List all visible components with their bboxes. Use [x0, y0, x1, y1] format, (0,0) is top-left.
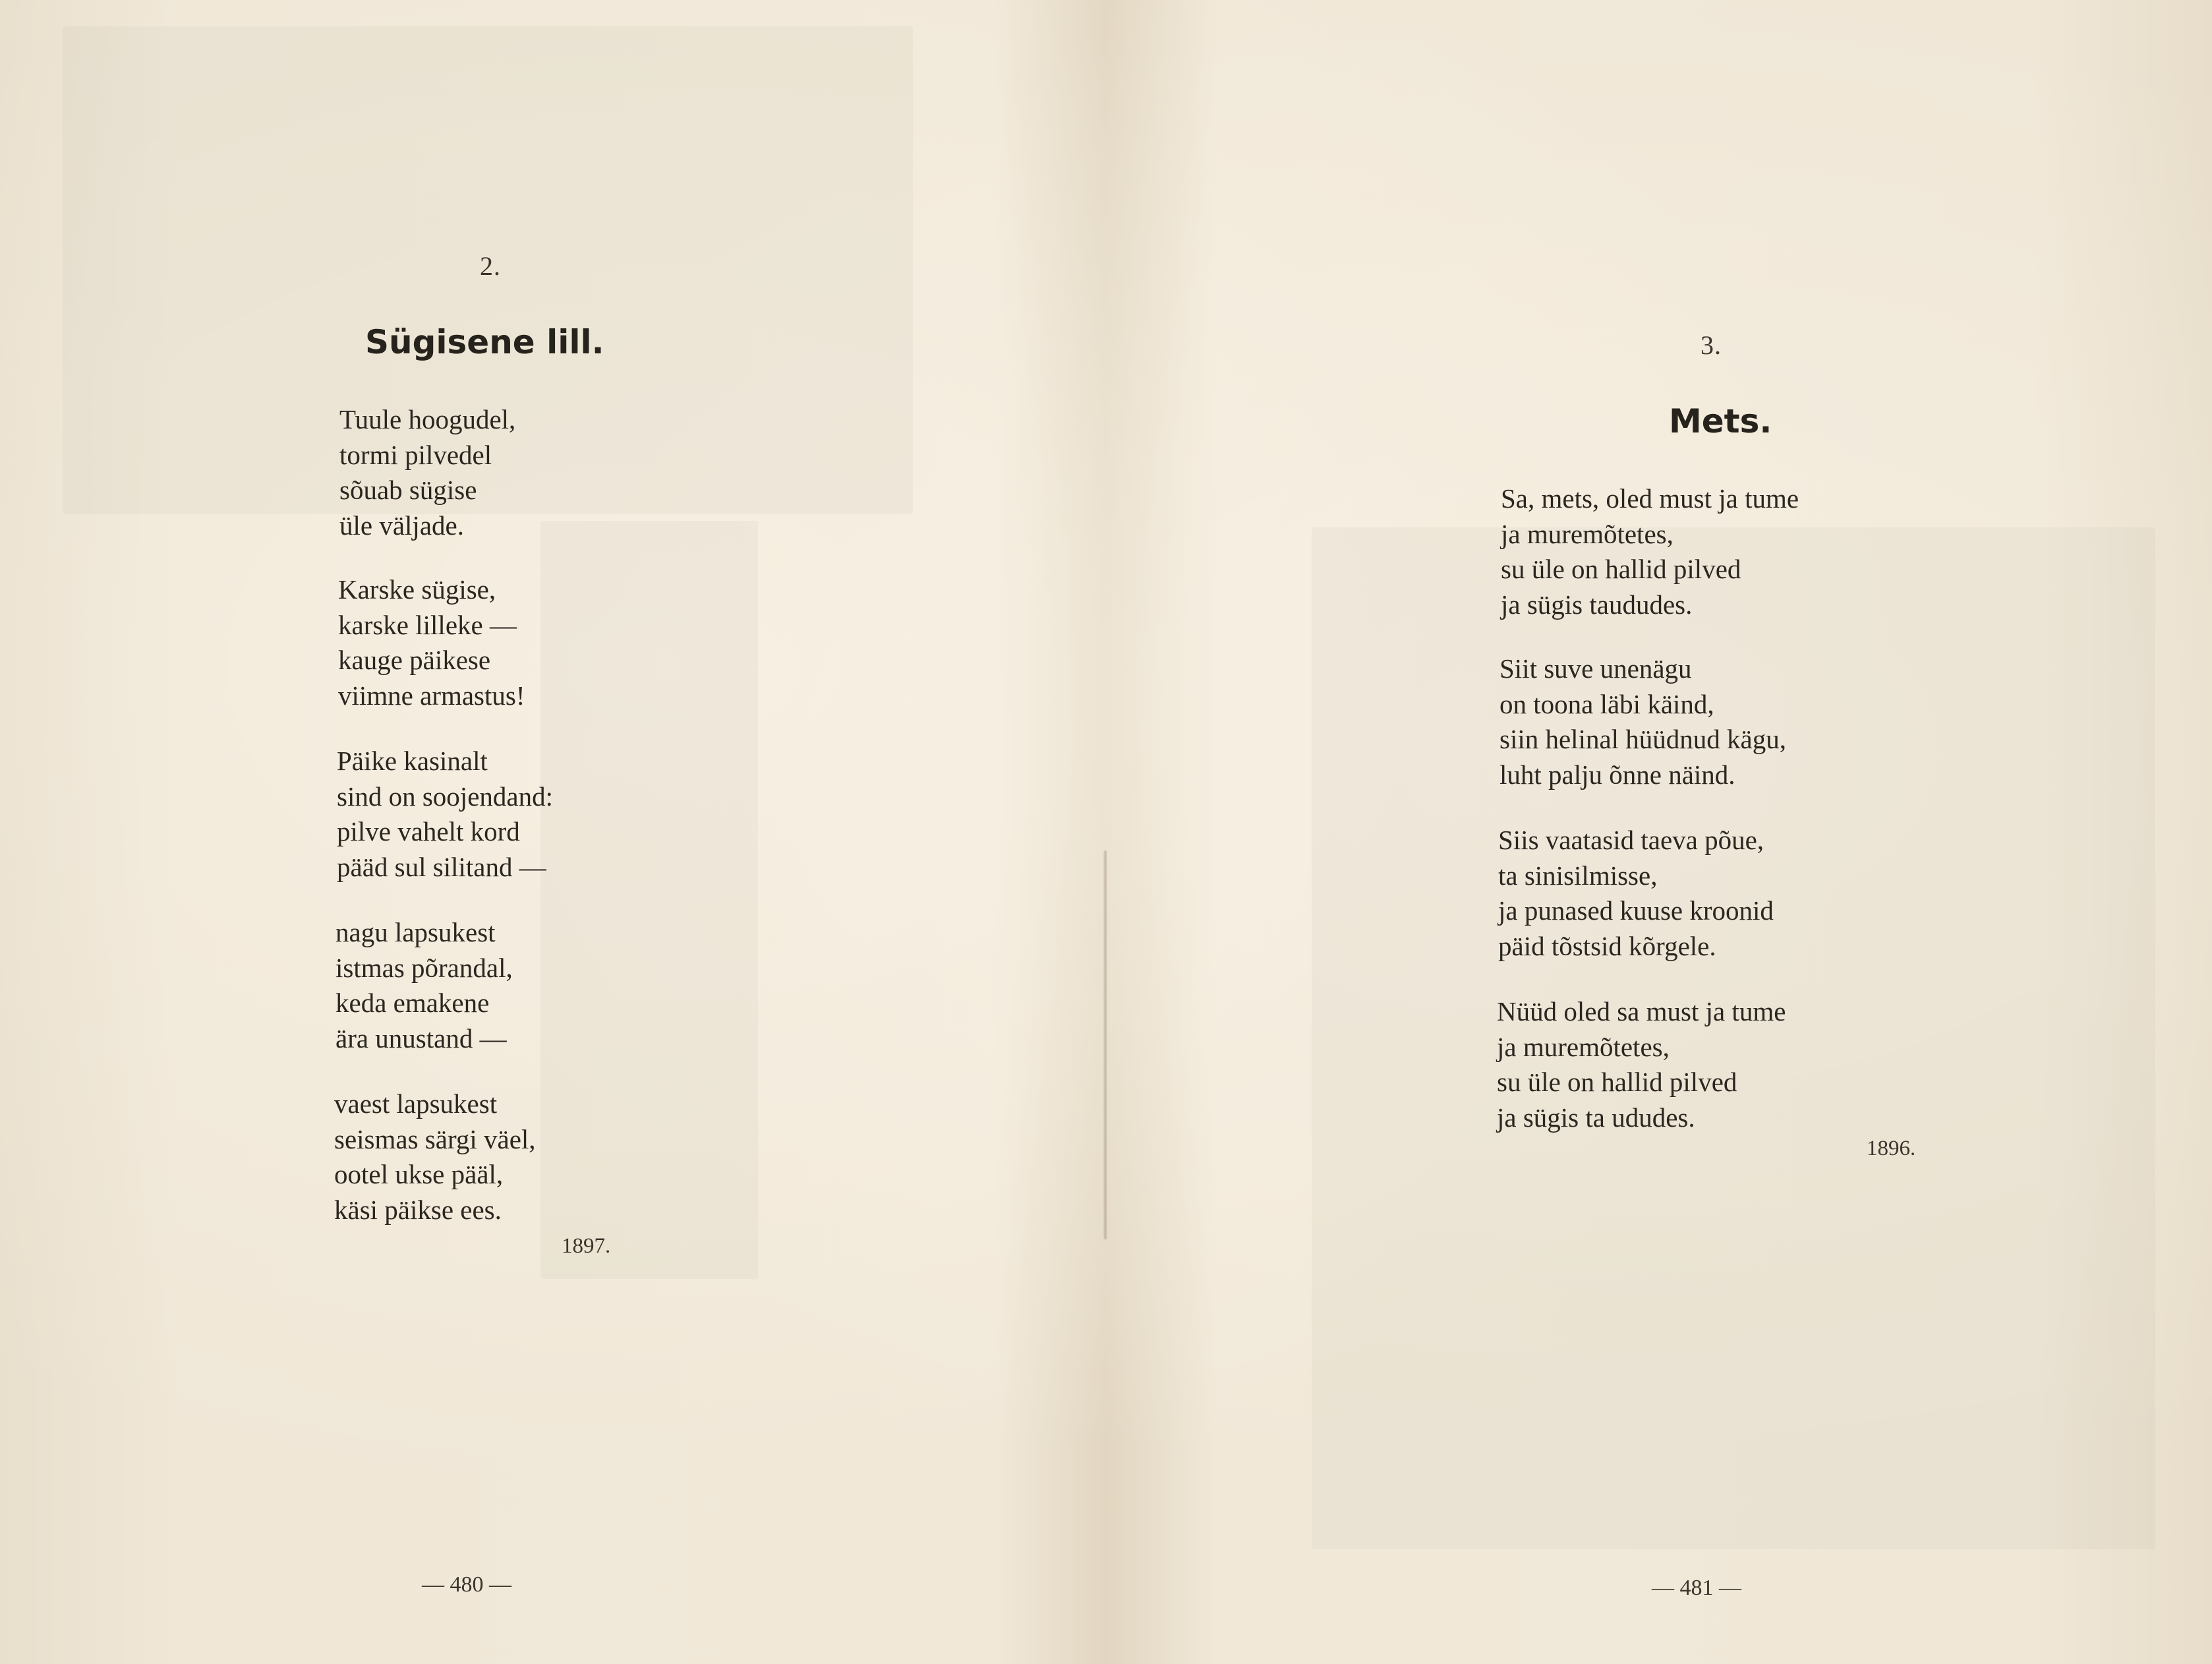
verse-line: Tuule hoogudel, [339, 404, 516, 434]
verse-line: ja muremõtetes, [1501, 518, 1674, 549]
verse-line: tormi pilvedel [339, 439, 492, 470]
verse-line: Sa, mets, oled must ja tume [1501, 483, 1799, 514]
verse-line: su üle on hallid pilved [1501, 554, 1741, 584]
right-page [1106, 0, 2212, 1664]
verse-line: ära unustand — [335, 1023, 507, 1054]
verse-line: ja muremõtetes, [1497, 1031, 1670, 1062]
poem-number: 3. [1701, 330, 1722, 360]
verse-line: luht palju õnne näind. [1499, 759, 1735, 790]
verse-line: sõuab sügise [339, 475, 477, 505]
poem-title: Sügisene lill. [365, 323, 604, 361]
stanza [334, 1086, 536, 1228]
verse-line: sind on soojendand: [337, 781, 553, 812]
poem-year: 1896. [1867, 1137, 1916, 1160]
verse-line: üle väljade. [339, 510, 464, 541]
verse-line: siin helinal hüüdnud kägu, [1499, 724, 1787, 754]
verse-line: seismas särgi väel, [334, 1123, 536, 1154]
page-number: — 481 — [1652, 1576, 1741, 1600]
verse-line: pilve vahelt kord [337, 816, 520, 847]
verse-line: ta sinisilmisse, [1498, 860, 1658, 891]
stanza [1498, 823, 1774, 964]
verse-line: Karske sügise, [338, 574, 496, 605]
verse-line: pääd sul silitand — [337, 851, 546, 882]
stanza [337, 744, 553, 885]
stanza [1499, 651, 1786, 792]
verse-line: ootel ukse pääl, [334, 1159, 504, 1189]
stanza [338, 572, 525, 713]
verse-line: ja sügis taududes. [1501, 589, 1693, 620]
verse-line: kauge päikese [338, 645, 491, 675]
page-number: — 480 — [422, 1572, 511, 1597]
stanza [1497, 994, 1786, 1135]
verse-line: vaest lapsukest [334, 1088, 498, 1119]
poem-year: 1897. [562, 1234, 611, 1258]
verse-line: Nüüd oled sa must ja tume [1497, 996, 1786, 1026]
verse-line: ja sügis ta ududes. [1497, 1102, 1695, 1133]
verse-line: Siis vaatasid taeva põue, [1498, 825, 1764, 855]
verse-line: ja punased kuuse kroonid [1498, 895, 1774, 926]
poem-title: Mets. [1669, 402, 1772, 440]
verse-line: istmas põrandal, [335, 952, 513, 983]
poem-number: 2. [480, 251, 501, 281]
verse-line: su üle on hallid pilved [1497, 1067, 1737, 1097]
verse-line: päid tõstsid kõrgele. [1498, 930, 1716, 961]
verse-line: viimne armastus! [338, 680, 525, 711]
verse-line: käsi päikse ees. [334, 1194, 502, 1225]
stanza [339, 402, 515, 543]
stanza [335, 915, 513, 1056]
verse-line: on toona läbi käind, [1499, 688, 1714, 719]
verse-line: karske lilleke — [338, 609, 517, 640]
verse-line: Siit suve unenägu [1499, 653, 1692, 684]
verse-line: Päike kasinalt [337, 746, 488, 776]
verse-line: keda emakene [335, 988, 490, 1018]
stanza [1501, 481, 1799, 622]
verse-line: nagu lapsukest [335, 917, 496, 947]
